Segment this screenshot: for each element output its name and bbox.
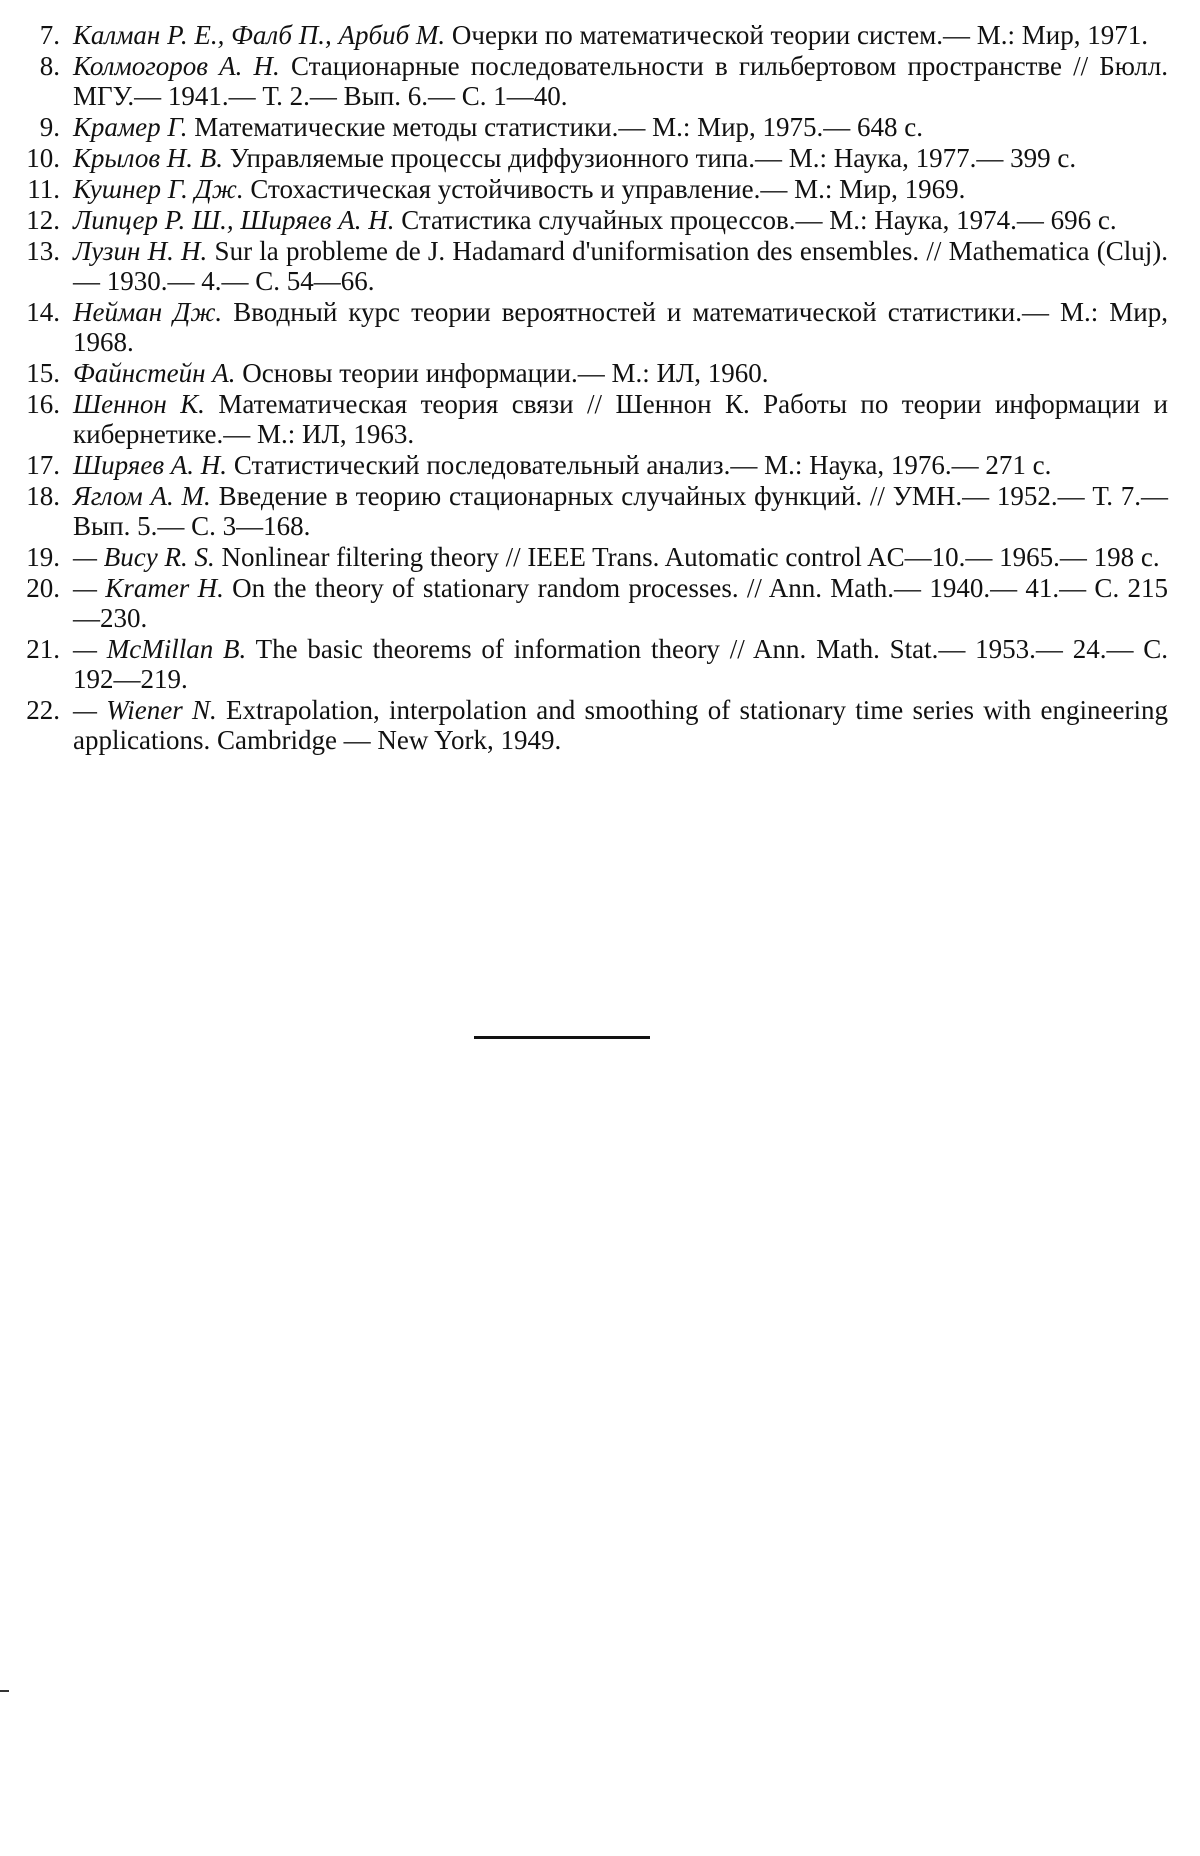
reference-text: Математическая теория связи // Шеннон К. Работы по теории информации и кибернетике.— М.: ИЛ, 1963. bbox=[73, 389, 1168, 449]
reference-item-12 bbox=[18, 205, 1168, 235]
reference-item-13 bbox=[18, 236, 1168, 296]
section-end-rule bbox=[474, 1036, 650, 1039]
reference-item-14 bbox=[18, 297, 1168, 357]
reference-text: Sur la probleme de J. Hadamard d'uniformisation des ensembles. // Mathematica (Cluj).— 1930.— 4.— С. 54—66. bbox=[73, 236, 1168, 296]
reference-author: — Bucy R. S. bbox=[73, 542, 215, 572]
reference-author: — Wiener N. bbox=[73, 695, 217, 725]
reference-author: Яглом А. М. bbox=[73, 481, 211, 511]
reference-item-22 bbox=[18, 695, 1168, 755]
reference-text: On the theory of stationary random processes. // Ann. Math.— 1940.— 41.— С. 215—230. bbox=[73, 573, 1168, 633]
reference-author: Нейман Дж. bbox=[73, 297, 223, 327]
reference-item-18 bbox=[18, 481, 1168, 541]
reference-number: 19. bbox=[26, 542, 60, 572]
reference-text: Extrapolation, interpolation and smoothing of stationary time series with engineering applications. Cambridge — New York, 1949. bbox=[73, 695, 1168, 755]
reference-author: Крылов Н. В. bbox=[73, 143, 224, 173]
reference-text: Статистика случайных процессов.— М.: Наука, 1974.— 696 с. bbox=[394, 205, 1117, 235]
reference-author: — Kramer H. bbox=[73, 573, 224, 603]
reference-item-15 bbox=[18, 358, 1168, 388]
reference-author: Колмогоров А. Н. bbox=[73, 51, 280, 81]
reference-item-8 bbox=[18, 51, 1168, 111]
reference-number: 9. bbox=[39, 112, 60, 142]
reference-text: Очерки по математической теории систем.— М.: Мир, 1971. bbox=[445, 20, 1148, 50]
reference-item-16 bbox=[18, 389, 1168, 449]
reference-number: 22. bbox=[26, 695, 60, 725]
reference-author: Калман Р. Е., Фалб П., Арбиб М. bbox=[73, 20, 446, 50]
reference-number: 14. bbox=[26, 297, 60, 327]
reference-number: 18. bbox=[26, 481, 60, 511]
reference-text: Вводный курс теории вероятностей и математической статистики.— М.: Мир, 1968. bbox=[73, 297, 1168, 357]
reference-number: 15. bbox=[26, 358, 60, 388]
reference-item-10 bbox=[18, 143, 1168, 173]
reference-number: 13. bbox=[26, 236, 60, 266]
reference-number: 12. bbox=[26, 205, 60, 235]
reference-author: Липцер Р. Ш., Ширяев А. Н. bbox=[73, 205, 395, 235]
reference-text: Математические методы статистики.— М.: Мир, 1975.— 648 с. bbox=[187, 112, 924, 142]
reference-author: Файнстейн А. bbox=[73, 358, 236, 388]
reference-text: Стационарные последовательности в гильбертовом пространстве // Бюлл. МГУ.— 1941.— Т. 2.— Вып. 6.— С. 1—40. bbox=[73, 51, 1168, 111]
reference-number: 21. bbox=[26, 634, 60, 664]
reference-item-20 bbox=[18, 573, 1168, 633]
reference-author: — McMillan B. bbox=[73, 634, 247, 664]
reference-number: 8. bbox=[39, 51, 60, 81]
reference-list bbox=[18, 20, 1168, 756]
page-edge-mark bbox=[0, 1690, 9, 1692]
reference-author: Ширяев А. Н. bbox=[73, 450, 228, 480]
reference-author: Шеннон К. bbox=[73, 389, 205, 419]
reference-item-7 bbox=[18, 20, 1168, 50]
reference-item-9 bbox=[18, 112, 1168, 142]
reference-text: Стохастическая устойчивость и управление.— М.: Мир, 1969. bbox=[243, 174, 966, 204]
reference-text: Основы теории информации.— М.: ИЛ, 1960. bbox=[235, 358, 769, 388]
reference-number: 17. bbox=[26, 450, 60, 480]
reference-text: Введение в теорию стационарных случайных функций. // УМН.— 1952.— Т. 7.— Вып. 5.— С. 3—168. bbox=[73, 481, 1169, 541]
reference-item-17 bbox=[18, 450, 1168, 480]
reference-text: Статистический последовательный анализ.— М.: Наука, 1976.— 271 с. bbox=[227, 450, 1052, 480]
reference-number: 20. bbox=[26, 573, 60, 603]
reference-text: Управляемые процессы диффузионного типа.— М.: Наука, 1977.— 399 с. bbox=[223, 143, 1077, 173]
reference-number: 16. bbox=[26, 389, 60, 419]
reference-text: Nonlinear filtering theory // IEEE Trans. Automatic control AC—10.— 1965.— 198 c. bbox=[214, 542, 1160, 572]
reference-author: Кушнер Г. Дж. bbox=[73, 174, 244, 204]
reference-number: 11. bbox=[27, 174, 60, 204]
reference-number: 7. bbox=[39, 20, 60, 50]
reference-number: 10. bbox=[26, 143, 60, 173]
reference-item-19 bbox=[18, 542, 1168, 572]
reference-text: The basic theorems of information theory // Ann. Math. Stat.— 1953.— 24.— С. 192—219. bbox=[73, 634, 1168, 694]
reference-item-11 bbox=[18, 174, 1168, 204]
reference-author: Лузин Н. Н. bbox=[73, 236, 208, 266]
reference-item-21 bbox=[18, 634, 1168, 694]
reference-author: Крамер Г. bbox=[73, 112, 188, 142]
